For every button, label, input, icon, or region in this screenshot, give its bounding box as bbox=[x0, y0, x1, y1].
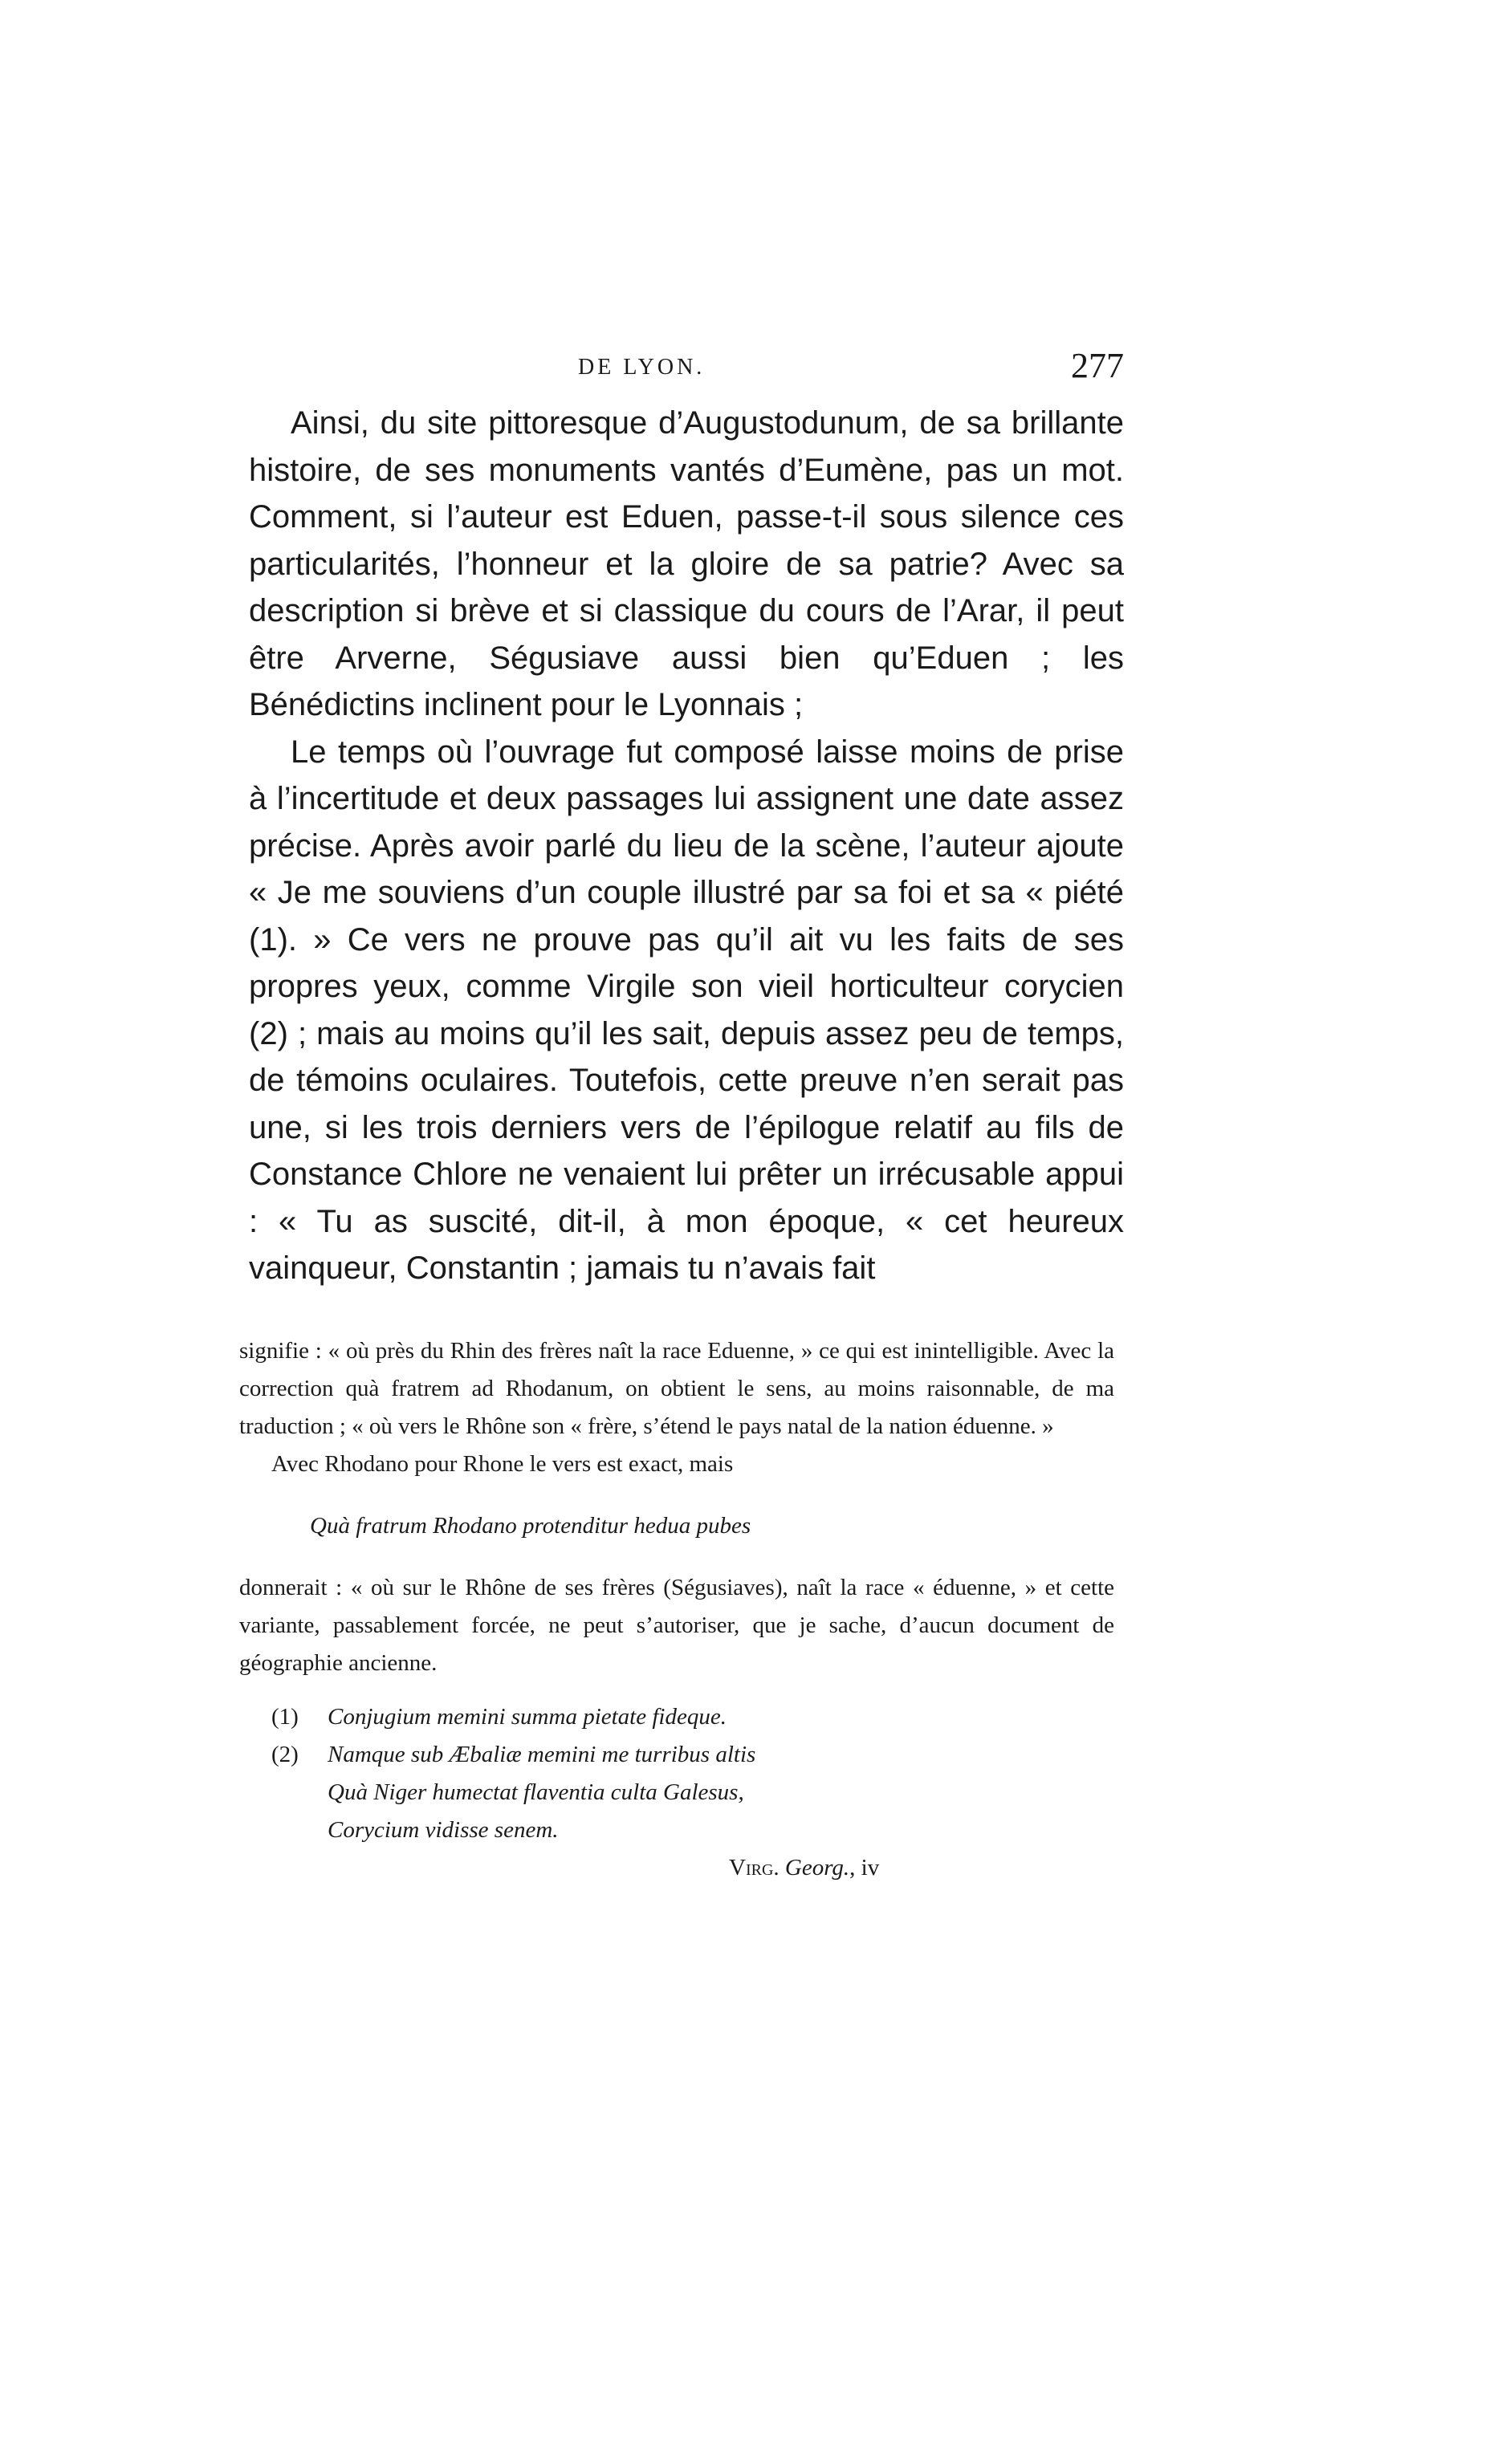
footnotes bbox=[239, 1332, 1114, 1887]
footnote-1-number: (1) bbox=[271, 1704, 299, 1730]
footnote-2 bbox=[239, 1736, 1114, 1774]
footnote-paragraph: donnerait : « où sur le Rhône de ses frères (Ségusiaves), naît la race « éduenne, » et cette variante, passablement forcée, ne peut s’autoriser, que je sache, d’aucun document de géographie ancienne. bbox=[239, 1575, 1114, 1676]
citation-work: Georg. bbox=[784, 1855, 850, 1881]
paragraph-2: Le temps où l’ouvrage fut composé laisse moins de prise à l’incertitude et deux passages lui assignent une date assez précise. Après avoir parlé du lieu de la scène, l’auteur ajoute « Je me souviens d’un couple illustré par sa foi et sa « piété (1). » Ce vers ne prouve pas qu’il ait vu les faits de ses propres yeux, comme Virgile son vieil horticulteur corycien (2) ; mais au moins qu’il les sait, depuis assez peu de temps, de témoins oculaires. Toutefois, cette preuve n’en serait pas une, si les trois derniers vers de l’épilogue relatif au fils de Constance Chlore ne venaient lui prêter un irrécusable appui : « Tu as suscité, dit-il, à mon époque, « cet heureux vainqueur, Constantin ; jamais tu n’avais fait bbox=[249, 734, 1124, 1286]
footnote-2-number: (2) bbox=[271, 1742, 299, 1767]
page-number: 277 bbox=[1071, 346, 1124, 385]
running-title: DE LYON. bbox=[578, 355, 706, 380]
footnote-latin-quote: Quà fratrum Rhodano protenditur hedua pubes bbox=[310, 1513, 751, 1539]
footnote-1-text: Conjugium memini summa pietate fideque. bbox=[328, 1704, 727, 1730]
citation-book: , iv bbox=[849, 1855, 880, 1881]
footnote-citation bbox=[729, 1849, 1114, 1887]
footnote-1 bbox=[239, 1698, 1114, 1736]
footnote-line: Avec Rhodano pour Rhone le vers est exact, mais bbox=[271, 1451, 734, 1477]
footnote-2-line-1: Namque sub Æbaliæ memini me turribus altis bbox=[328, 1742, 756, 1767]
footnote-continuation: signifie : « où près du Rhin des frères naît la race Eduenne, » ce qui est inintelligible. Avec la correction quà fratrem ad Rhodanum, on obtient le sens, au moins raisonnable, de ma traduction ; « où vers le Rhône son « frère, s’étend le pays natal de la nation éduenne. » bbox=[239, 1338, 1114, 1439]
main-text bbox=[249, 400, 1124, 1292]
footnote-2-line-3: Corycium vidisse senem. bbox=[328, 1817, 559, 1843]
citation-author: Virg. bbox=[729, 1855, 780, 1881]
footnote-2-verse bbox=[328, 1774, 1114, 1849]
footnote-2-line-2: Quà Niger humectat flaventia culta Galesus, bbox=[328, 1779, 744, 1805]
running-head bbox=[249, 345, 1124, 393]
paragraph-1: Ainsi, du site pittoresque d’Augustodunum, de sa brillante histoire, de ses monuments vantés d’Eumène, pas un mot. Comment, si l’auteur est Eduen, passe-t-il sous silence ces particularités, l’honneur et la gloire de sa patrie? Avec sa description si brève et si classique du cours de l’Arar, il peut être Arverne, Ségusiave aussi bien qu’Eduen ; les Bénédictins inclinent pour le Lyonnais ; bbox=[249, 405, 1124, 722]
